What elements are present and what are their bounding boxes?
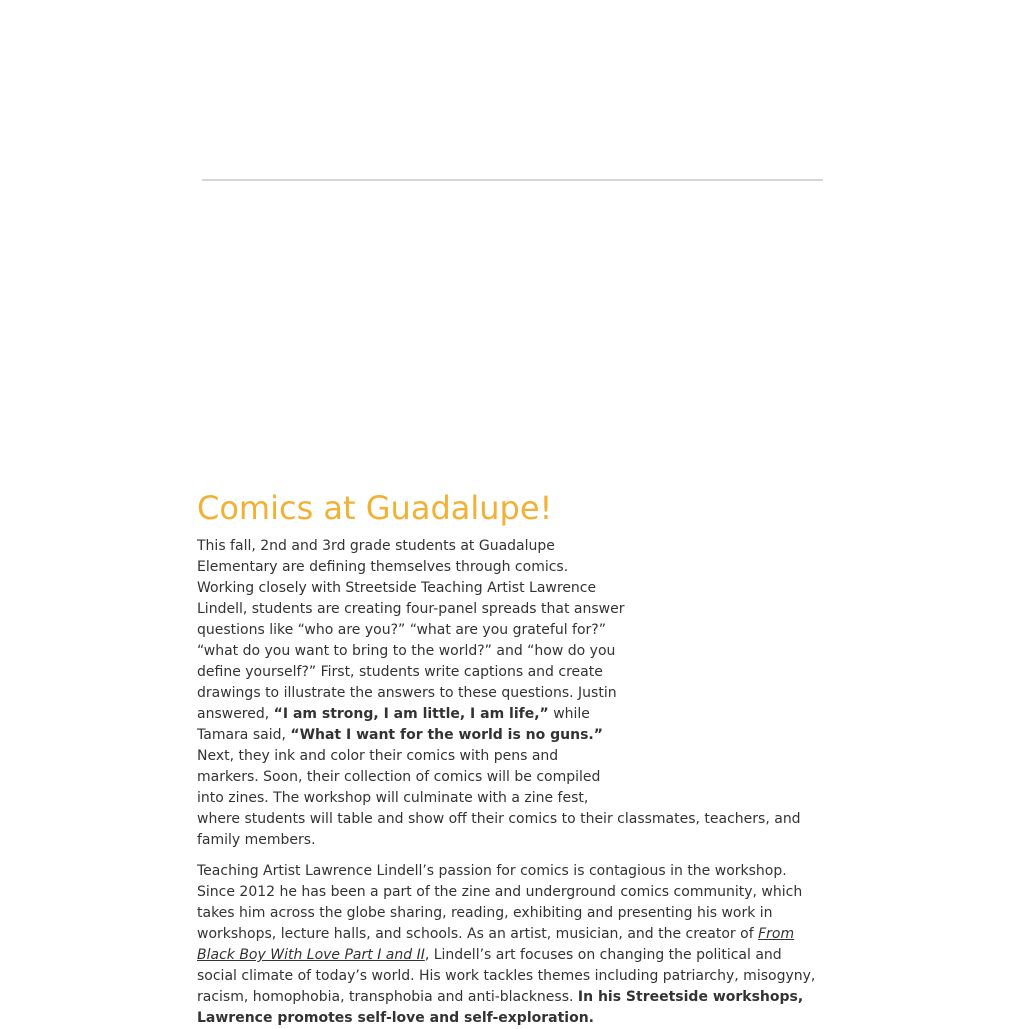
text-line — [197, 788, 827, 809]
text-line — [197, 966, 827, 987]
body-text: Lindell, students are creating four-panel spreads that answer — [197, 601, 625, 617]
body-text: questions like “who are you?” “what are you grateful for?” — [197, 622, 606, 638]
emphasis-text: In his Streetside workshops, — [577, 989, 804, 1005]
body-text: drawings to illustrate the answers to these questions. Justin — [197, 685, 617, 701]
text-line — [197, 620, 827, 641]
emphasis-text: Lawrence promotes self-love and self-exploration. — [197, 1010, 594, 1026]
text-line — [197, 809, 827, 830]
text-line — [197, 924, 827, 945]
text-line — [197, 599, 827, 620]
text-line — [197, 861, 827, 882]
body-text: answered, — [197, 706, 274, 722]
body-text: define yourself?” First, students write captions and create — [197, 664, 603, 680]
body-text: Tamara said, — [197, 727, 291, 743]
text-line — [197, 830, 827, 851]
body-text: Teaching Artist Lawrence Lindell’s passion for comics is contagious in the workshop. — [197, 863, 787, 879]
text-line — [197, 557, 827, 578]
header-divider — [202, 179, 823, 181]
text-line — [197, 746, 827, 767]
text-line — [197, 536, 827, 557]
text-line — [197, 683, 827, 704]
text-line — [197, 725, 827, 746]
text-line — [197, 903, 827, 924]
text-line — [197, 882, 827, 903]
text-line — [197, 704, 827, 725]
emphasis-text: “I am strong, I am little, I am life,” — [273, 706, 549, 722]
text-line — [197, 578, 827, 599]
body-text: workshops, lecture halls, and schools. As an artist, musician, and the creator of — [197, 926, 759, 942]
text-line — [197, 945, 827, 966]
body-text: Next, they ink and color their comics with pens and — [197, 748, 559, 764]
article-title: Comics at Guadalupe! — [197, 489, 553, 527]
body-text: Working closely with Streetside Teaching Artist Lawrence — [197, 580, 597, 596]
body-text: into zines. The workshop will culminate with a zine fest, — [197, 790, 589, 806]
text-line — [197, 662, 827, 683]
text-line — [197, 767, 827, 788]
body-text: family members. — [197, 832, 316, 848]
body-text: where students will table and show off their comics to their classmates, teachers, and — [197, 811, 801, 827]
text-line — [197, 1008, 827, 1029]
text-line — [197, 641, 827, 662]
body-text: “what do you want to bring to the world?” and “how do you — [197, 643, 616, 659]
article — [197, 488, 827, 1029]
body-text: markers. Soon, their collection of comics will be compiled — [197, 769, 601, 785]
body-text: social climate of today’s world. His work tackles themes including patriarchy, misogyny, — [197, 968, 816, 984]
book-title: Black Boy With Love Part I and II — [197, 947, 425, 963]
body-text: , Lindell’s art focuses on changing the political and — [424, 947, 782, 963]
text-line — [197, 987, 827, 1008]
article-paragraph-teaching-artist — [197, 861, 827, 1029]
body-text: Elementary are defining themselves through comics. — [197, 559, 569, 575]
book-title: From — [758, 926, 795, 942]
emphasis-text: “What I want for the world is no guns.” — [290, 727, 603, 743]
body-text: This fall, 2nd and 3rd grade students at Guadalupe — [197, 538, 555, 554]
body-text: racism, homophobia, transphobia and anti-blackness. — [197, 989, 578, 1005]
body-text: while — [548, 706, 590, 722]
article-paragraph-workshop — [197, 536, 827, 851]
body-text: takes him across the globe sharing, reading, exhibiting and presenting his work in — [197, 905, 773, 921]
body-text: Since 2012 he has been a part of the zine and underground comics community, which — [197, 884, 803, 900]
